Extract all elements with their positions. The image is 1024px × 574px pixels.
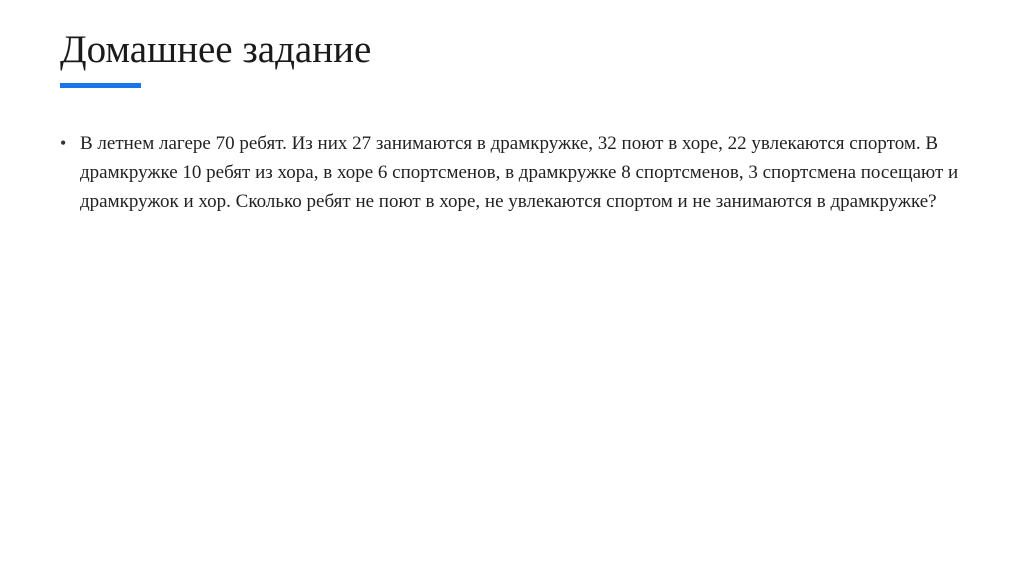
- bullet-marker: •: [60, 133, 67, 153]
- title-accent-bar: [60, 83, 141, 88]
- slide-title: Домашнее задание: [60, 28, 372, 71]
- slide-content: [60, 129, 960, 216]
- bullet-text: В летнем лагере 70 ребят. Из них 27 занимаются в драмкружке, 32 поют в хоре, 22 увлекаются спортом. В драмкружке 10 ребят из хора, в хоре 6 спортсменов, в драмкружке 8 спортсменов, 3 спортсмена посещают и драмкружок и хор. Сколько ребят не поют в хоре, не увлекаются спортом и не занимаются в драмкружке?: [80, 133, 959, 212]
- bullet-item: [60, 129, 960, 216]
